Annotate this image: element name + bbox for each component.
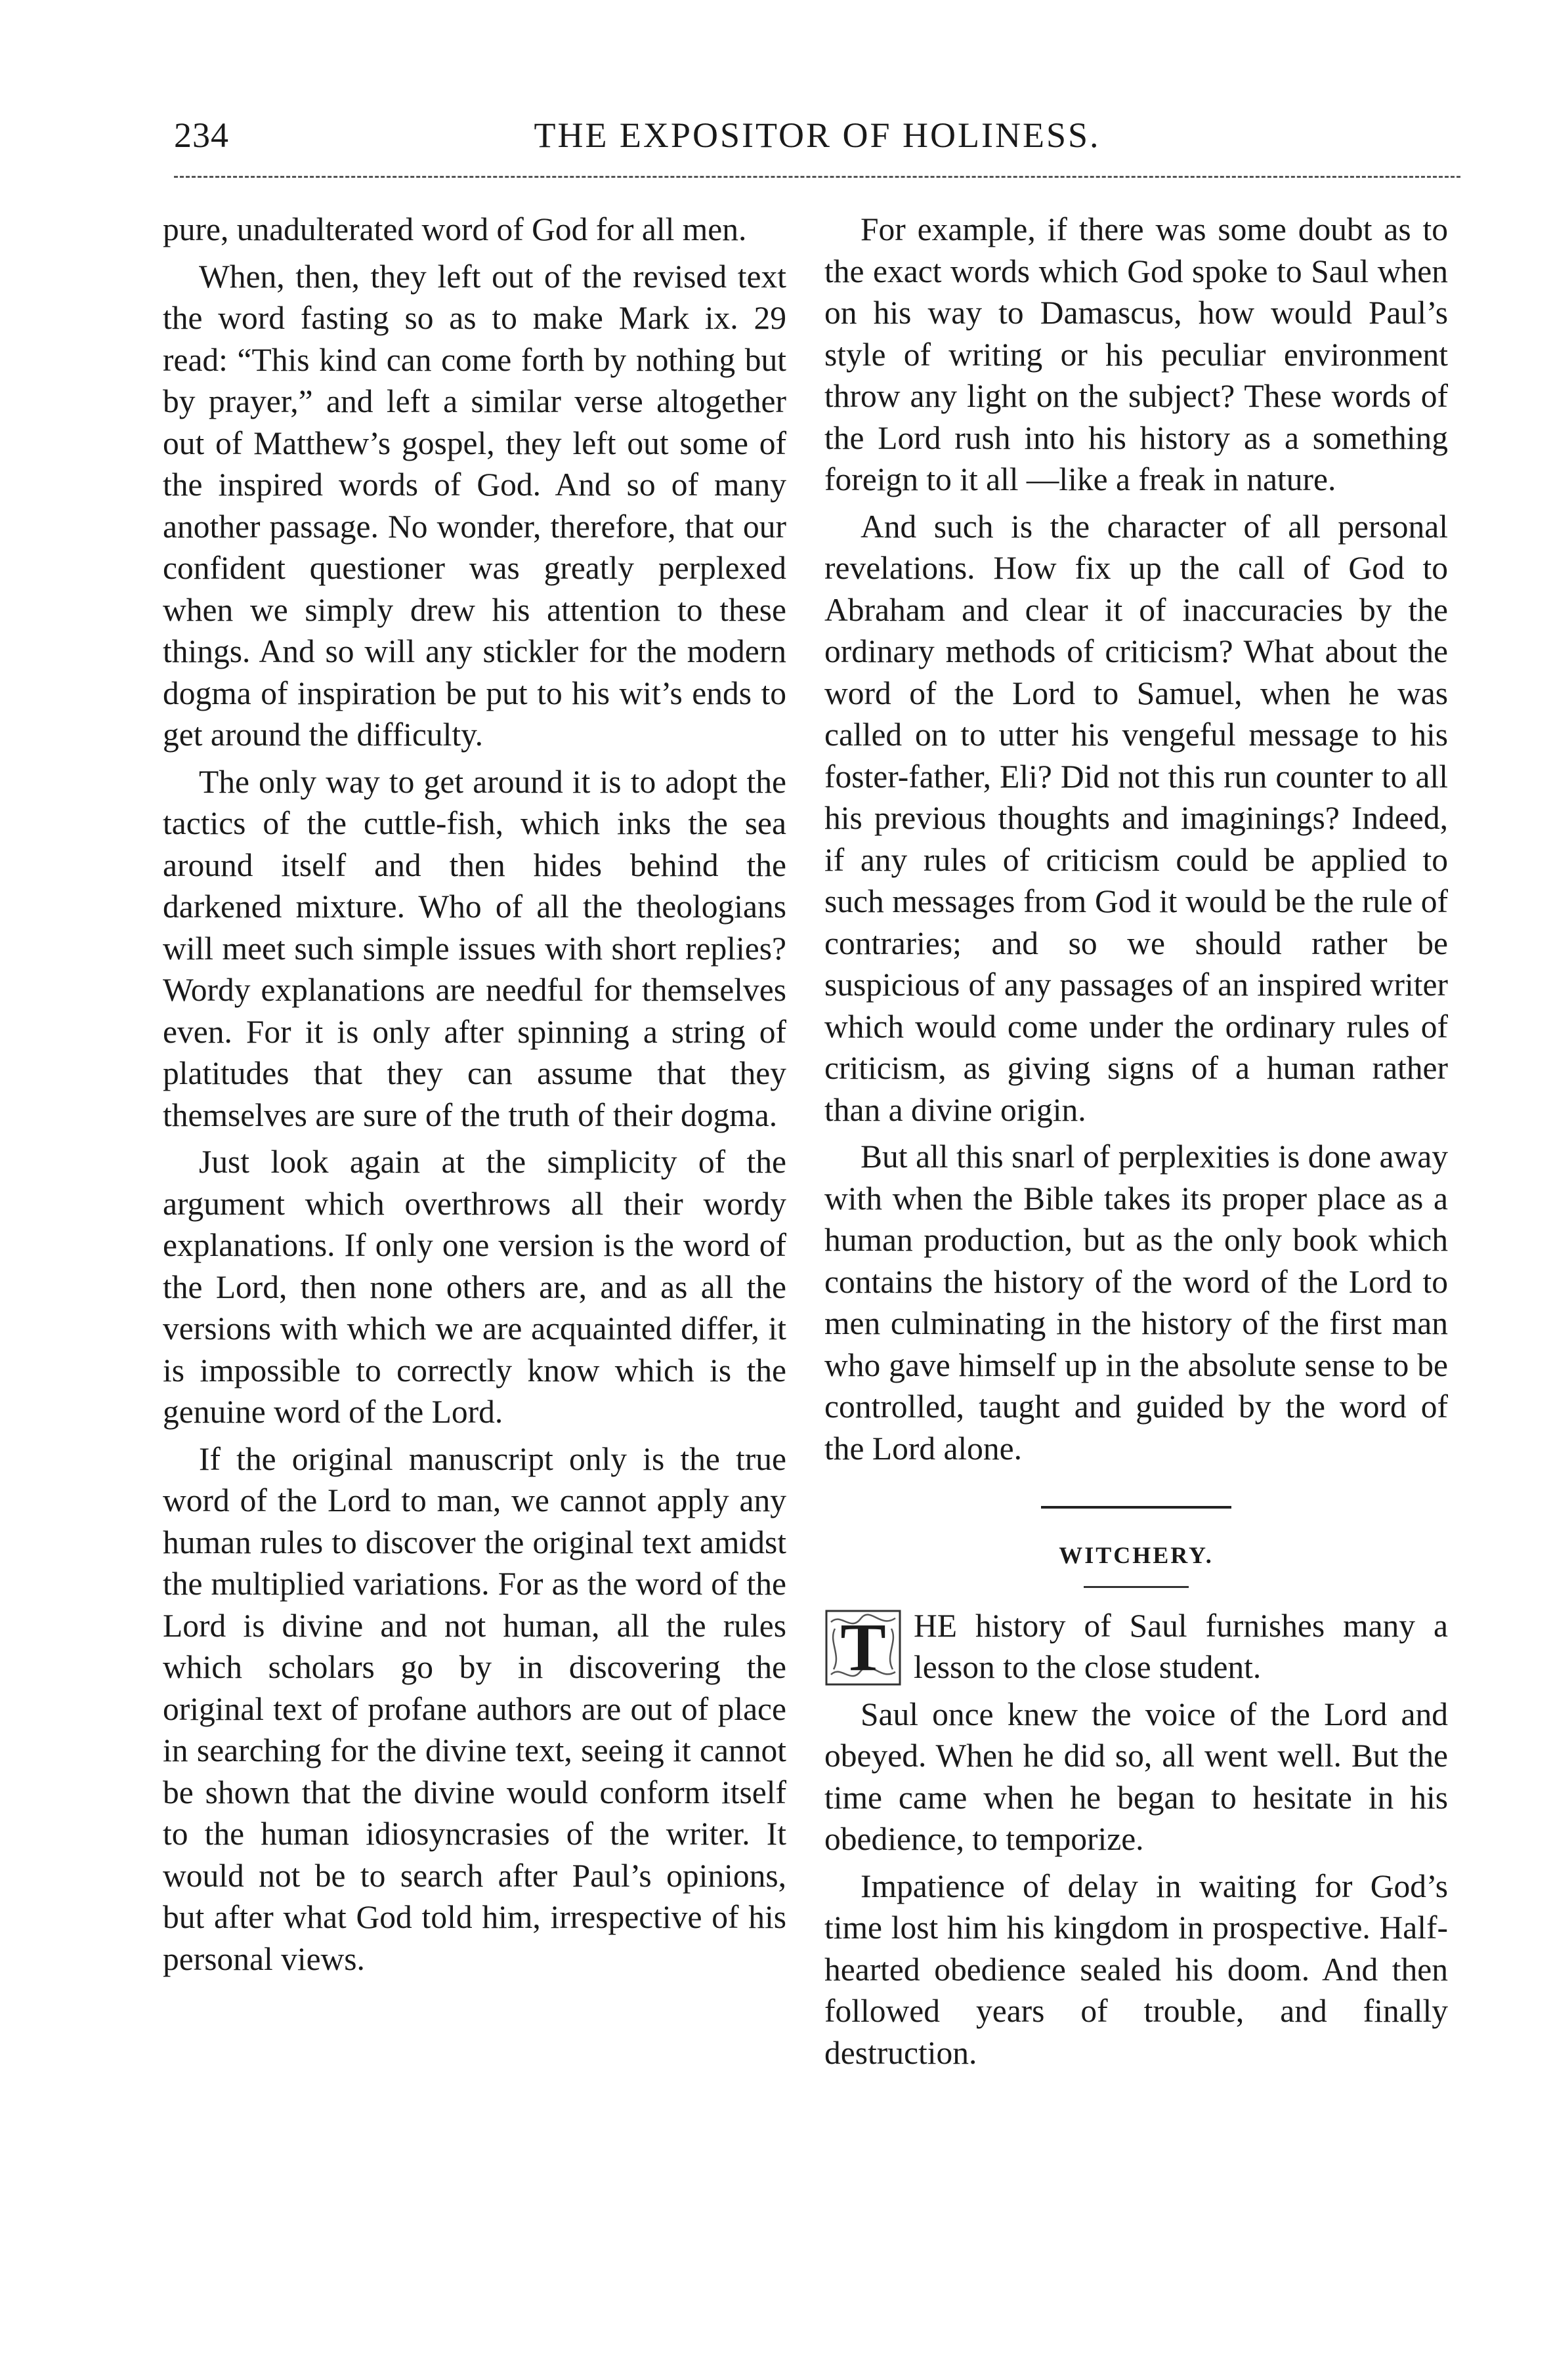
section-separator-rule [1041,1506,1231,1509]
section-paragraph-2: Saul once knew the voice of the Lord and obeyed. When he did so, all went well. But the time came when he began to hesitate in his obedience, to temporize. [824,1696,1448,1857]
left-paragraph-5: If the original manuscript only is the true word of the Lord to man, we cannot apply any human rules to discover the original text amidst the multiplied variations. For as the word of the Lord is divine and not human, all the rules which scholars go by in discovering the original text of profane authors are out of place in searching for the divine text, seeing it cannot be shown that the divine would conform itself to the human idiosyncrasies of the writer. It would not be to search after Paul’s opinions, but after what God told him, irrespective of his personal views. [163,1440,786,1977]
page-number: 234 [174,115,229,155]
left-column [163,209,786,1980]
section-first-paragraph-text: HE history of Saul furnishes many a lesson to the close student. [914,1607,1448,1685]
right-paragraph-2: And such is the character of all personal revelations. How fix up the call of God to Abraham and clear it of inaccuracies by the ordinary methods of criticism? What about the word of the Lord to Samuel, when he was called on to utter his vengeful message to his foster-father, Eli? Did not this run counter to all his previous thoughts and imaginings? Indeed, if any rules of criticism could be applied to such messages from God it would be the rule of contraries; and so we should rather be suspicious of any passages of an inspired writer which would come under the ordinary rules of criticism, as giving signs of a human rather than a divine origin. [824,508,1448,1128]
section-heading: WITCHERY. [1059,1542,1214,1568]
left-paragraph-3: The only way to get around it is to adopt the tactics of the cuttle-fish, which inks the sea around itself and then hides behind the darkened mixture. Who of all the theologians will meet such simple issues with short replies? Wordy explanations are needful for themselves even. For it is only after spinning a string of platitudes that they can assume that they themselves are sure of the truth of their dogma. [163,763,786,1133]
dropcap-ornament-icon [824,1609,902,1686]
right-paragraph-1: For example, if there was some doubt as to the exact words which God spoke to Saul when on his way to Damascus, how would Paul’s style of writing or his peculiar environment throw any light on the subject? These words of the Lord rush into his history as a something foreign to it all —like a freak in nature. [824,211,1448,497]
left-paragraph-2: When, then, they left out of the revised text the word fasting so as to make Mark ix. 29 read: “This kind can come forth by nothing but by prayer,” and left a similar verse altogether out of Matthew’s gospel, they left out some of the inspired words of God. And so of many another passage. No wonder, therefore, that our confident questioner was greatly perplexed when we simply drew his attention to these things. And so will any stickler for the modern dogma of inspiration be put to his wit’s ends to get around the difficulty. [163,258,786,753]
right-column [824,209,1448,2074]
dropcap-letter: T [840,1609,886,1685]
header-rule [174,176,1460,178]
left-paragraph-1: pure, unadulterated word of God for all men. [163,211,747,247]
running-title: THE EXPOSITOR OF HOLINESS. [534,115,1101,155]
right-paragraph-3: But all this snarl of perplexities is done away with when the Bible takes its proper place as a human production, but as the only book which contains the history of the word of the Lord to men culminating in the history of the first man who gave himself up in the absolute sense to be controlled, taught and guided by the word of the Lord alone. [824,1138,1448,1467]
section-paragraph-3: Impatience of delay in waiting for God’s time lost him his kingdom in prospective. Half-hearted obedience sealed his doom. And then followed years of trouble, and finally destruction. [824,1868,1448,2071]
section-heading-underline [1084,1586,1189,1588]
section-first-paragraph [824,1605,1448,1688]
page-header [174,115,1460,167]
left-paragraph-4: Just look again at the simplicity of the argument which overthrows all their wordy explanations. If only one version is the word of the Lord, then none others are, and as all the versions with which we are acquainted differ, it is impossible to correctly know which is the genuine word of the Lord. [163,1144,786,1430]
